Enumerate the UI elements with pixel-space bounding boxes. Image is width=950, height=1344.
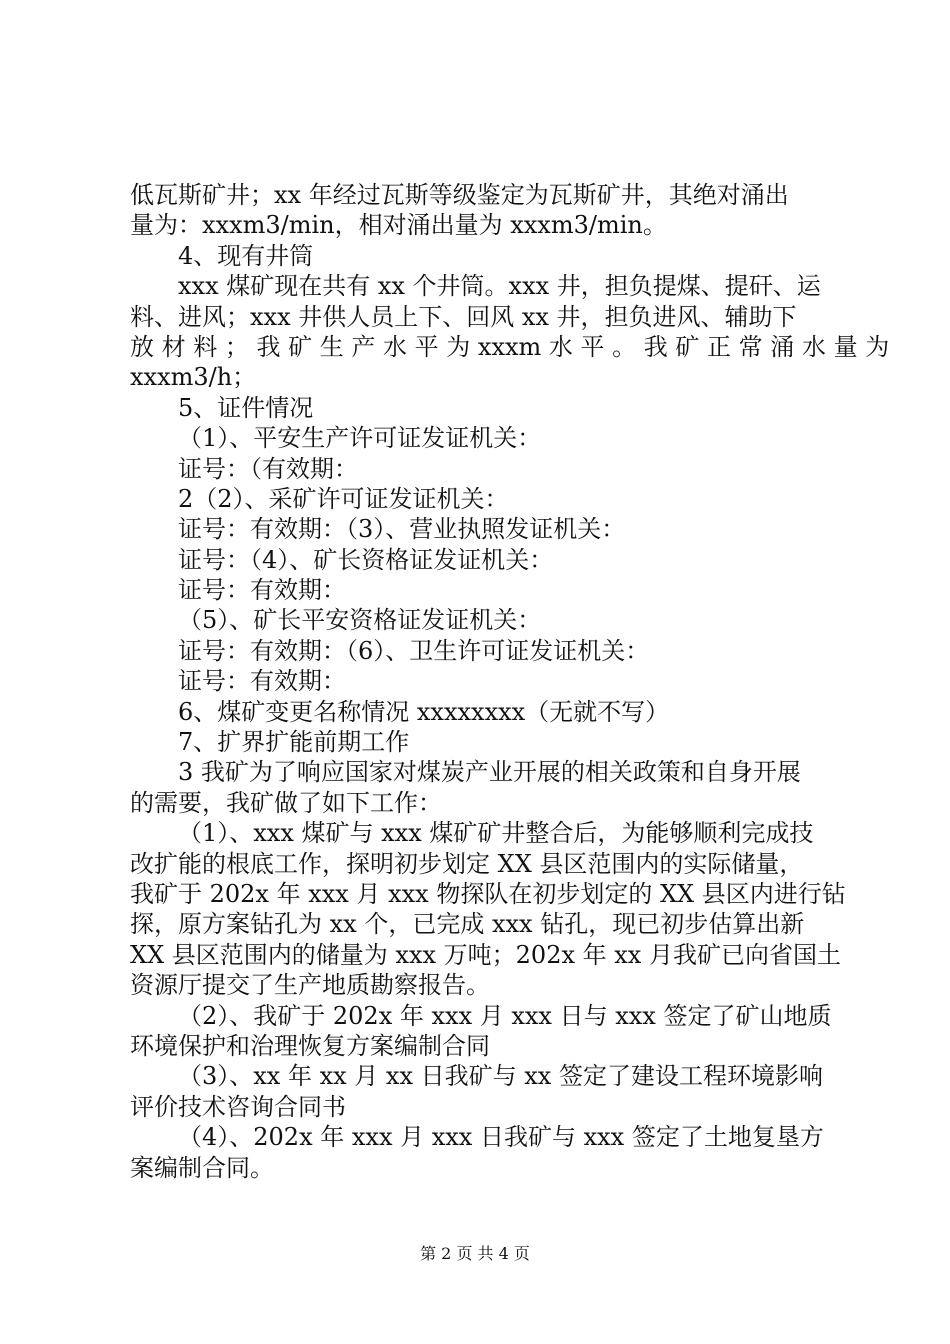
text-line: 我矿于 202x 年 xxx 月 xxx 物探队在初步划定的 XX 县区内进行钻 xyxy=(130,879,846,908)
text-line: 低瓦斯矿井；xx 年经过瓦斯等级鉴定为瓦斯矿井，其绝对涌出 xyxy=(130,181,789,209)
text-line: 证号：有效期： xyxy=(178,576,346,605)
text-line: 证号：有效期：（6）、卫生许可证发证机关： xyxy=(178,636,650,665)
text-line: xxxm3/h； xyxy=(130,363,257,392)
document-body xyxy=(130,180,890,1183)
text-line: 2（2）、采矿许可证发证机关： xyxy=(178,484,509,513)
text-line: 证号：有效期： xyxy=(178,667,346,696)
text-line: 7、扩界扩能前期工作 xyxy=(178,728,410,757)
text-line: 的需要，我矿做了如下工作： xyxy=(130,788,442,817)
text-line: 证号：有效期：（3）、营业执照发证机关： xyxy=(178,515,626,544)
text-line: 3 我矿为了响应国家对煤炭产业开展的相关政策和自身开展 xyxy=(178,758,801,787)
text-line: 探，原方案钻孔为 xx 个，已完成 xxx 钻孔，现已初步估算出新 xyxy=(130,910,805,939)
text-line: （4）、202x 年 xxx 月 xxx 日我矿与 xxx 签定了土地复垦方 xyxy=(178,1123,824,1152)
text-line: 评价技术咨询合同书 xyxy=(130,1092,346,1121)
text-line: 案编制合同。 xyxy=(130,1153,274,1182)
text-line: （3）、xx 年 xx 月 xx 日我矿与 xx 签定了建设工程环境影响 xyxy=(178,1062,823,1091)
text-line: （1）、xxx 煤矿与 xxx 煤矿矿井整合后，为能够顺利完成技 xyxy=(178,819,814,848)
text-line: 6、煤矿变更名称情况 xxxxxxxx（无就不写） xyxy=(178,697,670,726)
text-line: 放 材 料 ； 我 矿 生 产 水 平 为 xxxm 水 平 。 我 矿 正 常 涌 水 量 为 xyxy=(130,332,890,361)
text-line: 证号：（有效期： xyxy=(178,454,358,483)
text-line: 资源厅提交了生产地质勘察报告。 xyxy=(130,971,490,1000)
text-line: （5）、矿长平安资格证发证机关： xyxy=(178,606,542,635)
text-line: 料、进风；xxx 井供人员上下、回风 xx 井，担负进风、辅助下 xyxy=(130,302,797,331)
text-line: xxx 煤矿现在共有 xx 个井筒。xxx 井，担负提煤、提矸、运 xyxy=(178,272,821,301)
text-line: 量为：xxxm3/min，相对涌出量为 xxxm3/min。 xyxy=(130,211,667,240)
text-line: （1）、平安生产许可证发证机关： xyxy=(178,424,542,453)
text-line: （2）、我矿于 202x 年 xxx 月 xxx 日与 xxx 签定了矿山地质 xyxy=(178,1001,832,1030)
text-line: 4、现有井筒 xyxy=(178,241,314,270)
text-line: XX 县区范围内的储量为 xxx 万吨；202x 年 xx 月我矿已向省国土 xyxy=(130,940,841,969)
text-line: 环境保护和治理恢复方案编制合同 xyxy=(130,1031,490,1060)
text-line: 证号：（4）、矿长资格证发证机关： xyxy=(178,545,554,574)
text-line: 改扩能的根底工作，探明初步划定 XX 县区范围内的实际储量， xyxy=(130,849,804,878)
page-footer: 第 2 页 共 4 页 xyxy=(420,1244,530,1263)
text-line: 5、证件情况 xyxy=(178,393,314,422)
